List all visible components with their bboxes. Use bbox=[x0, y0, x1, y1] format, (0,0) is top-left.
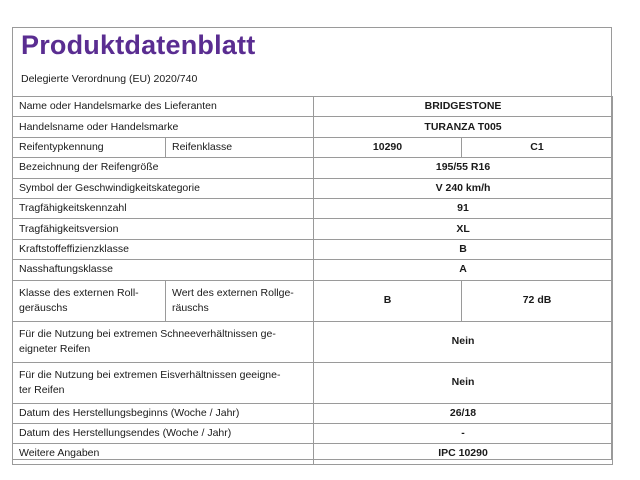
ice-label bbox=[13, 362, 314, 403]
load-index-label: Tragfähigkeitskennzahl bbox=[13, 198, 314, 218]
noise-db-value: 72 dB bbox=[462, 280, 613, 321]
table-row bbox=[13, 137, 613, 157]
speed-value: V 240 km/h bbox=[314, 178, 613, 198]
table-row bbox=[13, 178, 613, 198]
noise-class-label bbox=[13, 280, 166, 321]
tyre-class-label: Reifenklasse bbox=[166, 137, 314, 157]
page-title: Produktdatenblatt bbox=[21, 30, 256, 60]
tyre-class-value: C1 bbox=[462, 137, 613, 157]
noise-class-label-text: Klasse des externen Roll- geräuschs bbox=[19, 286, 139, 314]
table-row bbox=[13, 219, 613, 239]
table-row bbox=[13, 423, 613, 443]
production-end-value: - bbox=[314, 423, 613, 443]
trade-name-label: Handelsname oder Handelsmarke bbox=[13, 117, 314, 137]
load-index-value: 91 bbox=[314, 198, 613, 218]
type-id-value: 10290 bbox=[314, 137, 462, 157]
wet-grip-label: Nasshaftungsklasse bbox=[13, 260, 314, 280]
table-row bbox=[13, 362, 613, 403]
other-info-label: Weitere Angaben bbox=[13, 444, 314, 464]
product-data-sheet bbox=[12, 27, 612, 460]
noise-class-value: B bbox=[314, 280, 462, 321]
load-version-value: XL bbox=[314, 219, 613, 239]
type-id-label: Reifentypkennung bbox=[13, 137, 166, 157]
table-row bbox=[13, 158, 613, 178]
snow-label-text: Für die Nutzung bei extremen Schneeverhältnissen ge- eigneter Reifen bbox=[19, 327, 276, 355]
production-start-value: 26/18 bbox=[314, 403, 613, 423]
production-end-label: Datum des Herstellungsendes (Woche / Jahr) bbox=[13, 423, 314, 443]
table-row bbox=[13, 321, 613, 362]
table-row bbox=[13, 280, 613, 321]
table-row bbox=[13, 444, 613, 464]
load-version-label: Tragfähigkeitsversion bbox=[13, 219, 314, 239]
speed-label: Symbol der Geschwindigkeitskategorie bbox=[13, 178, 314, 198]
table-row bbox=[13, 403, 613, 423]
noise-value-label bbox=[166, 280, 314, 321]
table-row bbox=[13, 198, 613, 218]
trade-name-value: TURANZA T005 bbox=[314, 117, 613, 137]
noise-value-label-text: Wert des externen Rollge- räuschs bbox=[172, 286, 294, 314]
snow-value: Nein bbox=[314, 321, 613, 362]
data-table bbox=[12, 96, 613, 465]
table-row bbox=[13, 117, 613, 137]
size-value: 195/55 R16 bbox=[314, 158, 613, 178]
wet-grip-value: A bbox=[314, 260, 613, 280]
table-row bbox=[13, 260, 613, 280]
production-start-label: Datum des Herstellungsbeginns (Woche / Jahr) bbox=[13, 403, 314, 423]
size-label: Bezeichnung der Reifengröße bbox=[13, 158, 314, 178]
fuel-class-value: B bbox=[314, 239, 613, 259]
supplier-value: BRIDGESTONE bbox=[314, 97, 613, 117]
fuel-class-label: Kraftstoffeffizienzklasse bbox=[13, 239, 314, 259]
snow-label bbox=[13, 321, 314, 362]
ice-value: Nein bbox=[314, 362, 613, 403]
table-row bbox=[13, 239, 613, 259]
regulation-reference: Delegierte Verordnung (EU) 2020/740 bbox=[21, 73, 198, 85]
table-row bbox=[13, 97, 613, 117]
ice-label-text: Für die Nutzung bei extremen Eisverhältnissen geeigne- ter Reifen bbox=[19, 368, 281, 396]
other-info-value: IPC 10290 bbox=[314, 444, 613, 464]
supplier-label: Name oder Handelsmarke des Lieferanten bbox=[13, 97, 314, 117]
